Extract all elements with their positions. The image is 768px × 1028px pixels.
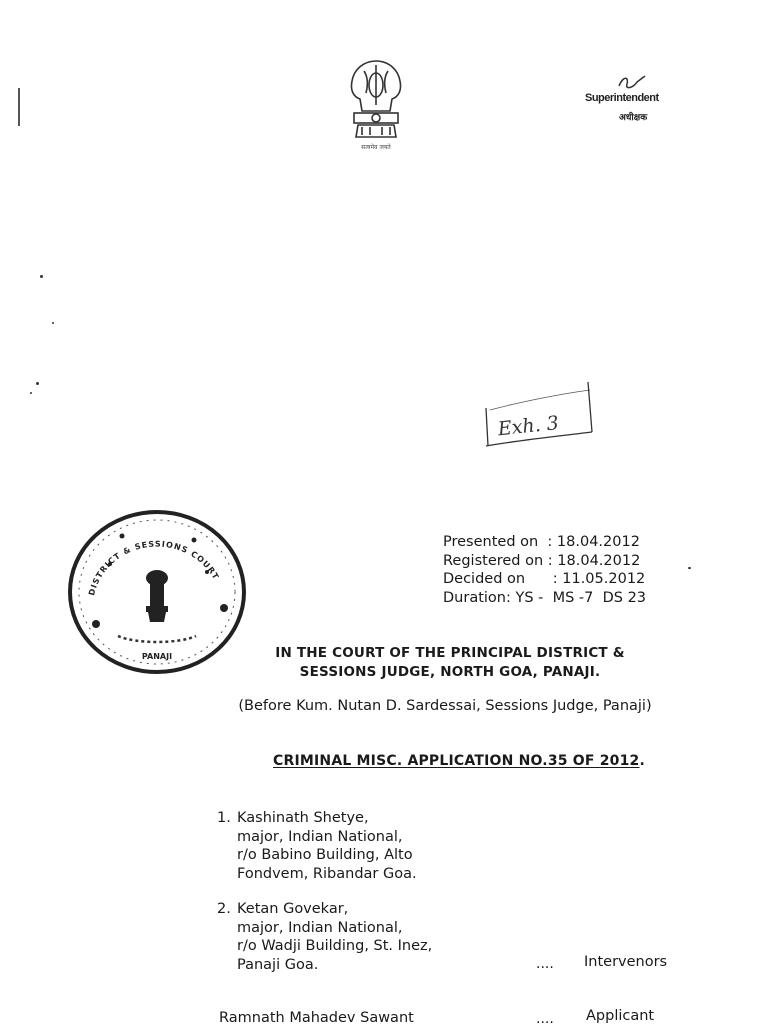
applicant-name: Ramnath Mahadev Sawant — [219, 1010, 414, 1026]
application-number: CRIMINAL MISC. APPLICATION NO.35 OF 2012. — [273, 753, 646, 769]
party-2-name: Ketan Govekar, — [237, 901, 349, 917]
exhibit-box-icon — [480, 378, 598, 452]
scan-speck — [688, 567, 691, 569]
meta-duration: Duration: YS - MS -7 DS 23 — [443, 589, 647, 606]
before-judge: (Before Kum. Nutan D. Sardessai, Sessions Judge, Panaji) — [238, 698, 652, 714]
scan-mark-left — [18, 88, 20, 126]
court-heading — [170, 644, 730, 682]
svg-text:DISTRICT & SESSIONS COURT: DISTRICT & SESSIONS COURT — [87, 539, 221, 597]
exhibit-mark — [480, 378, 598, 452]
emblem-icon — [340, 55, 412, 155]
intervenors-role: Intervenors — [584, 954, 668, 970]
svg-text:Exh. 3: Exh. 3 — [496, 412, 560, 441]
scan-speck — [52, 322, 54, 324]
application-title: CRIMINAL MISC. APPLICATION NO.35 OF 2012 — [273, 753, 640, 769]
meta-presented: Presented on : 18.04.2012 — [443, 534, 640, 550]
svg-text:सत्यमेव जयते: सत्यमेव जयते — [361, 144, 391, 151]
intervenors-dots: .... — [536, 956, 554, 972]
scan-speck — [30, 392, 32, 394]
court-heading-line2: SESSIONS JUDGE, NORTH GOA, PANAJI. — [299, 664, 601, 680]
stamp-line1: Superintendent — [585, 92, 659, 104]
party-1: 1. Kashinath Shetye, major, Indian National, r/o Babino Building, Alto Fondvem, Ribandar Goa. — [217, 810, 417, 882]
court-heading-line1: IN THE COURT OF THE PRINCIPAL DISTRICT & — [275, 645, 625, 661]
national-emblem — [340, 55, 412, 155]
party-2: 2. Ketan Govekar, major, Indian National, r/o Wadji Building, St. Inez, Panaji Goa. — [217, 901, 433, 973]
scan-speck — [36, 382, 39, 385]
stamp-line2: अधीक्षक — [619, 112, 648, 122]
applicant-dots: .... — [536, 1011, 554, 1027]
superintendent-stamp — [585, 72, 695, 124]
svg-text:PANAJI: PANAJI — [141, 652, 173, 661]
initial-mark-icon — [615, 72, 665, 92]
meta-decided: Decided on : 11.05.2012 — [443, 571, 646, 587]
case-dates — [443, 533, 646, 607]
scan-speck — [40, 275, 43, 278]
meta-registered: Registered on : 18.04.2012 — [443, 552, 641, 569]
party-1-name: Kashinath Shetye, — [237, 810, 369, 826]
applicant-role: Applicant — [586, 1008, 655, 1024]
